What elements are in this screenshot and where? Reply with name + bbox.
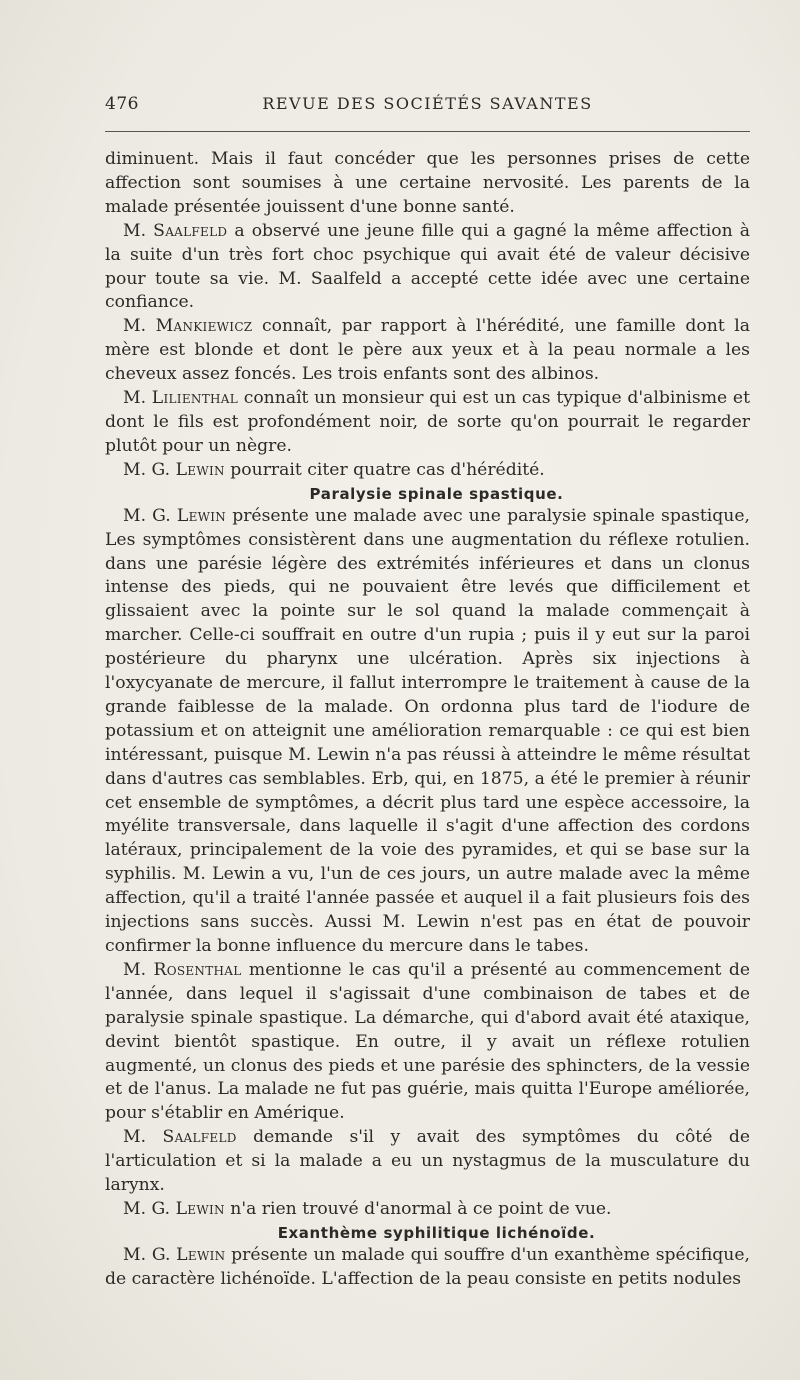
speaker-name: Mankiewicz (155, 316, 253, 337)
paragraph: M. Mankiewicz connaît, par rapport à l'hérédité, une famille dont la mère est blonde et dont le père aux yeux et à la peau normale a les cheveux assez foncés. Les trois enfants sont des albinos. (105, 316, 751, 385)
paragraph-text: connaît, par rapport à l'hérédité, une famille dont la mère est blonde et dont le père aux yeux et à la peau normale a les cheveux assez foncés. Les trois enfants sont des albinos. (105, 316, 751, 385)
article-body (105, 148, 750, 1292)
speaker-name: Lilienthal (151, 388, 238, 409)
paragraph: M. G. Lewin présente un malade qui souffre d'un exanthème spécifique, de caractère lichénoïde. L'affection de la peau consiste en petits nodules (105, 1244, 750, 1289)
paragraph-text: connaît un monsieur qui est un cas typique d'albinisme et dont le fils est profondément noir, de sorte qu'on pourrait le regarder plutôt pour un nègre. (105, 388, 750, 456)
paragraph-text: présente une malade avec une paralysie spinale spastique, Les symptômes consistèrent dans une augmentation du réflexe rotulien. dans une parésie légère des extrémités inférieures et dans un clonus intense des pieds, qui ne pouvaient être levés que difficilement et glissaient avec la pointe sur le sol quand la malade commençait à marcher. Celle-ci souffrait en outre d'un rupia ; puis il y eut sur la paroi postérieure du pharynx une ulcération. Après six injections à l'oxycyanate de mercure, il fallut interrompre le traitement à cause de la grande faiblesse de la malade. On ordonna plus tard de l'iodure de potassium et on atteignit une amélioration remarquable : ce qui est bien intéressant, puisque M. Lewin n'a pas réussi à atteindre le même résultat dans d'autres cas semblables. Erb, qui, en 1875, a été le premier à réunir cet ensemble de symptômes, a décrit plus tard une espèce accessoire, la myélite transversale, dans laquelle il s'agit d'une affection des cordons latéraux, principalement de la voie des pyramides, et qui se base sur la syphilis. M. Lewin a vu, l'un de ces jours, un autre malade avec la même affection, qu'il a traité l'année passée et auquel il a fait plusieurs fois des injections sans succès. Aussi M. Lewin n'est pas en état de pouvoir confirmer la bonne influence du mercure dans le tabes. (105, 505, 750, 956)
page-number: 476 (105, 94, 139, 114)
speaker-name: Saalfeld (162, 1127, 237, 1148)
paragraph-text: a observé une jeune fille qui a gagné la même affection à la suite d'un très fort choc psychique qui avait été de valeur décisive pour toute sa vie. M. Saalfeld a accepté cette idée avec une certaine confiance. (105, 220, 750, 313)
paragraph: M. Saalfeld demande s'il y avait des symptômes du côté de l'articulation et si la malade a eu un nystagmus de la musculature du larynx. (105, 1127, 750, 1196)
speaker-name: Lewin (176, 505, 227, 526)
header-rule (105, 131, 750, 132)
section-heading: Paralysie spinale spastique. (309, 484, 564, 503)
paragraph: diminuent. Mais il faut concéder que les personnes prises de cette affection sont soumises à une certaine nervosité. Les parents de la malade présentée jouissent d'une bonne santé. (105, 149, 750, 217)
paragraph-text: demande s'il y avait des symptômes du côté de l'articulation et si la malade a eu un nystagmus de la musculature du larynx. (105, 1127, 750, 1196)
speaker-name: Rosenthal (153, 959, 242, 980)
running-header (105, 94, 750, 118)
paragraph: M. G. Lewin pourrait citer quatre cas d'hérédité. (123, 459, 545, 480)
section-heading: Exanthème syphilitique lichénoïde. (277, 1223, 596, 1242)
paragraph: M. Rosenthal mentionne le cas qu'il a présenté au commencement de l'année, dans lequel il s'agissait d'une combinaison de tabes et de paralysie spinale spastique. La démarche, qui d'abord avait été ataxique, devint bientôt spastique. En outre, il y avait un réflexe rotulien augmenté, un clonus des pieds et une parésie des sphincters, de la vessie et de l'anus. La malade ne fut pas guérie, mais quitta l'Europe améliorée, pour s'établir en Amérique. (105, 959, 751, 1124)
paragraph-text: mentionne le cas qu'il a présenté au commencement de l'année, dans lequel il s'agissait d'une combinaison de tabes et de paralysie spinale spastique. La démarche, qui d'abord avait été ataxique, devint bientôt spastique. En outre, il y avait un réflexe rotulien augmenté, un clonus des pieds et une parésie des sphincters, de la vessie et de l'anus. La malade ne fut pas guérie, mais quitta l'Europe améliorée, pour s'établir en Amérique. (105, 959, 751, 1124)
paragraph: M. G. Lewin présente une malade avec une paralysie spinale spastique, Les symptômes consistèrent dans une augmentation du réflexe rotulien. dans une parésie légère des extrémités inférieures et dans un clonus intense des pieds, qui ne pouvaient être levés que difficilement et glissaient avec la pointe sur le sol quand la malade commençait à marcher. Celle-ci souffrait en outre d'un rupia ; puis il y eut sur la paroi postérieure du pharynx une ulcération. Après six injections à l'oxycyanate de mercure, il fallut interrompre le traitement à cause de la grande faiblesse de la malade. On ordonna plus tard de l'iodure de potassium et on atteignit une amélioration remarquable : ce qui est bien intéressant, puisque M. Lewin n'a pas réussi à atteindre le même résultat dans d'autres cas semblables. Erb, qui, en 1875, a été le premier à réunir cet ensemble de symptômes, a décrit plus tard une espèce accessoire, la myélite transversale, dans laquelle il s'agit d'une affection des cordons latéraux, principalement de la voie des pyramides, et qui se base sur la syphilis. M. Lewin a vu, l'un de ces jours, un autre malade avec la même affection, qu'il a traité l'année passée et auquel il a fait plusieurs fois des injections sans succès. Aussi M. Lewin n'est pas en état de pouvoir confirmer la bonne influence du mercure dans le tabes. (105, 505, 750, 956)
speaker-name: Lewin (175, 1198, 225, 1219)
paragraph: M. G. Lewin n'a rien trouvé d'anormal à ce point de vue. (123, 1198, 612, 1219)
running-title: REVUE DES SOCIÉTÉS SAVANTES (262, 94, 593, 113)
paragraph-text: pourrait citer quatre cas d'hérédité. (224, 459, 545, 480)
speaker-name: Saalfeld (153, 220, 228, 241)
speaker-name: Lewin (175, 459, 225, 480)
paragraph: M. Saalfeld a observé une jeune fille qui a gagné la même affection à la suite d'un très fort choc psychique qui avait été de valeur décisive pour toute sa vie. M. Saalfeld a accepté cette idée avec une certaine confiance. (105, 220, 750, 313)
paragraph-text: n'a rien trouvé d'anormal à ce point de vue. (224, 1198, 612, 1219)
paragraph: M. Lilienthal connaît un monsieur qui est un cas typique d'albinisme et dont le fils est profondément noir, de sorte qu'on pourrait le regarder plutôt pour un nègre. (105, 388, 750, 456)
paragraph-text: présente un malade qui souffre d'un exanthème spécifique, de caractère lichénoïde. L'affection de la peau consiste en petits nodules (105, 1244, 750, 1289)
speaker-name: Lewin (176, 1244, 226, 1265)
